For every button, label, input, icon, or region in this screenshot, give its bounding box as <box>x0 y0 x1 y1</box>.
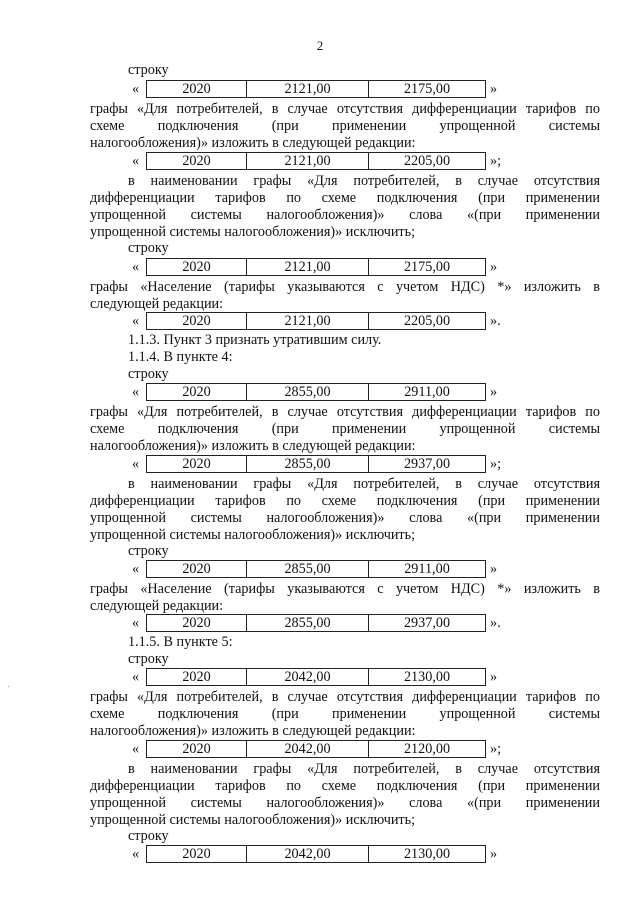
text-line: упрощенной системы налогообложения)» исключить; <box>90 527 416 543</box>
tariff-row <box>132 152 512 170</box>
open-quote: « <box>132 259 140 275</box>
tariff-cell-1: 2855,00 <box>247 561 369 577</box>
open-quote: « <box>132 384 140 400</box>
text-line: следующей редакции: <box>90 598 224 614</box>
close-quote: »; <box>490 741 502 757</box>
open-quote: « <box>132 81 140 97</box>
text-line: строку <box>128 366 169 382</box>
text-line: дифференциации тарифов по схеме подключения (при применении <box>90 190 600 206</box>
text-line: упрощенной системы налогообложения)» исключить; <box>90 224 416 240</box>
tariff-row <box>132 560 512 578</box>
open-quote: « <box>132 313 140 329</box>
open-quote: « <box>132 846 140 862</box>
tariff-row <box>132 740 512 758</box>
tariff-table <box>146 740 486 758</box>
text-line: схеме подключения (при применении упрощенной системы <box>90 118 600 134</box>
year-cell: 2020 <box>147 153 247 169</box>
text-line: схеме подключения (при применении упрощенной системы <box>90 421 600 437</box>
tariff-cell-2: 2130,00 <box>403 846 451 862</box>
open-quote: « <box>132 153 140 169</box>
tariff-row <box>132 614 512 632</box>
tariff-table <box>146 455 486 473</box>
text-line: упрощенной системы налогообложения)» слова «(при применении <box>90 795 600 811</box>
tariff-cell-2: 2175,00 <box>403 81 451 97</box>
tariff-cell-2: 2937,00 <box>403 615 451 631</box>
year-cell: 2020 <box>147 81 247 97</box>
text-line: графы «Для потребителей, в случае отсутствия дифференциации тарифов по <box>90 404 600 420</box>
tariff-row <box>132 312 512 330</box>
text-line: строку <box>128 651 169 667</box>
tariff-cell-2: 2175,00 <box>403 259 451 275</box>
tariff-table <box>146 383 486 401</box>
tariff-table <box>146 152 486 170</box>
scan-artifact <box>8 686 9 687</box>
text-line: графы «Население (тарифы указываются с учетом НДС) *» изложить в <box>90 279 600 295</box>
tariff-cell-2: 2130,00 <box>403 669 451 685</box>
open-quote: « <box>132 669 140 685</box>
year-cell: 2020 <box>147 259 247 275</box>
tariff-row <box>132 383 512 401</box>
page-number: 2 <box>316 38 324 53</box>
text-line: графы «Для потребителей, в случае отсутствия дифференциации тарифов по <box>90 689 600 705</box>
tariff-table <box>146 560 486 578</box>
close-quote: »; <box>490 153 502 169</box>
tariff-cell-2: 2205,00 <box>403 313 451 329</box>
close-quote: ». <box>490 615 501 631</box>
tariff-table <box>146 845 486 863</box>
tariff-cell-2: 2937,00 <box>403 456 451 472</box>
text-line: 1.1.5. В пункте 5: <box>128 634 233 650</box>
text-line: строку <box>128 828 169 844</box>
tariff-cell-1: 2855,00 <box>247 456 369 472</box>
close-quote: » <box>490 81 498 97</box>
open-quote: « <box>132 456 140 472</box>
text-line: 1.1.3. Пункт 3 признать утратившим силу. <box>128 332 382 348</box>
tariff-cell-2: 2205,00 <box>403 153 451 169</box>
text-line: строку <box>128 62 169 78</box>
year-cell: 2020 <box>147 846 247 862</box>
text-line: графы «Для потребителей, в случае отсутствия дифференциации тарифов по <box>90 101 600 117</box>
tariff-cell-1: 2855,00 <box>247 384 369 400</box>
year-cell: 2020 <box>147 313 247 329</box>
tariff-table <box>146 80 486 98</box>
year-cell: 2020 <box>147 384 247 400</box>
tariff-row <box>132 258 512 276</box>
year-cell: 2020 <box>147 561 247 577</box>
open-quote: « <box>132 615 140 631</box>
text-line: упрощенной системы налогообложения)» слова «(при применении <box>90 510 600 526</box>
text-line: налогообложения)» изложить в следующей редакции: <box>90 723 416 739</box>
year-cell: 2020 <box>147 615 247 631</box>
close-quote: »; <box>490 456 502 472</box>
text-line: в наименовании графы «Для потребителей, в случае отсутствия <box>128 761 600 777</box>
close-quote: » <box>490 259 498 275</box>
tariff-table <box>146 614 486 632</box>
year-cell: 2020 <box>147 741 247 757</box>
tariff-cell-2: 2911,00 <box>404 561 450 577</box>
text-line: дифференциации тарифов по схеме подключения (при применении <box>90 493 600 509</box>
close-quote: » <box>490 384 498 400</box>
text-line: налогообложения)» изложить в следующей редакции: <box>90 438 416 454</box>
tariff-row <box>132 80 512 98</box>
text-line: упрощенной системы налогообложения)» слова «(при применении <box>90 207 600 223</box>
tariff-cell-1: 2121,00 <box>247 81 369 97</box>
close-quote: ». <box>490 313 501 329</box>
close-quote: » <box>490 846 498 862</box>
tariff-cell-1: 2121,00 <box>247 259 369 275</box>
text-line: строку <box>128 543 169 559</box>
text-line: графы «Население (тарифы указываются с учетом НДС) *» изложить в <box>90 581 600 597</box>
tariff-table <box>146 258 486 276</box>
text-line: налогообложения)» изложить в следующей редакции: <box>90 135 416 151</box>
tariff-cell-1: 2855,00 <box>247 615 369 631</box>
open-quote: « <box>132 561 140 577</box>
text-line: упрощенной системы налогообложения)» исключить; <box>90 812 416 828</box>
tariff-row <box>132 845 512 863</box>
text-line: схеме подключения (при применении упрощенной системы <box>90 706 600 722</box>
tariff-table <box>146 668 486 686</box>
tariff-cell-2: 2120,00 <box>403 741 451 757</box>
tariff-cell-1: 2121,00 <box>247 313 369 329</box>
tariff-cell-1: 2121,00 <box>247 153 369 169</box>
text-line: следующей редакции: <box>90 296 224 312</box>
tariff-cell-1: 2042,00 <box>247 669 369 685</box>
tariff-cell-2: 2911,00 <box>404 384 450 400</box>
tariff-cell-1: 2042,00 <box>247 846 369 862</box>
tariff-row <box>132 455 512 473</box>
tariff-cell-1: 2042,00 <box>247 741 369 757</box>
open-quote: « <box>132 741 140 757</box>
year-cell: 2020 <box>147 456 247 472</box>
close-quote: » <box>490 669 498 685</box>
text-line: 1.1.4. В пункте 4: <box>128 349 233 365</box>
text-line: строку <box>128 240 169 256</box>
year-cell: 2020 <box>147 669 247 685</box>
text-line: дифференциации тарифов по схеме подключения (при применении <box>90 778 600 794</box>
tariff-table <box>146 312 486 330</box>
tariff-row <box>132 668 512 686</box>
close-quote: » <box>490 561 498 577</box>
text-line: в наименовании графы «Для потребителей, в случае отсутствия <box>128 476 600 492</box>
text-line: в наименовании графы «Для потребителей, в случае отсутствия <box>128 173 600 189</box>
